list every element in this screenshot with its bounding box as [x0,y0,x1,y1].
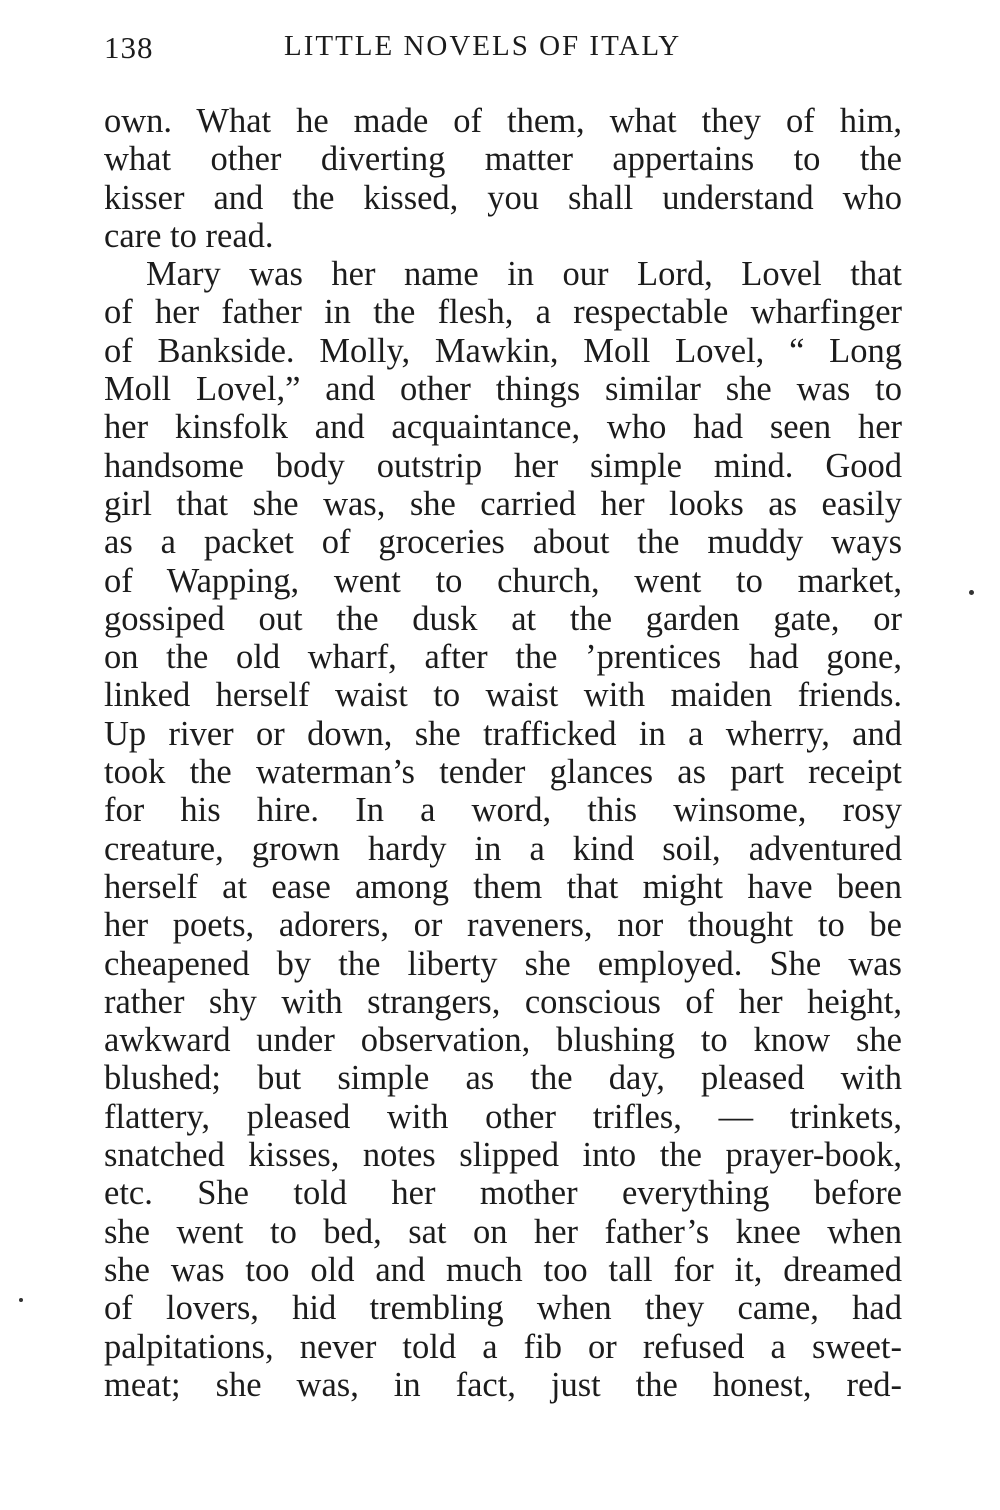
text-line: etc. She told her mother everything before [104,1174,902,1213]
text-line: creature, grown hardy in a kind soil, adventured [104,829,902,868]
text-line: herself at ease among them that might have been [104,867,902,906]
text-line: she was too old and much too tall for it, dreamed [104,1250,902,1289]
text-line: her poets, adorers, or raveners, nor thought to be [104,906,902,945]
text-line: what other diverting matter appertains to the [104,140,902,179]
text-line: flattery, pleased with other trifles, — trinkets, [104,1097,902,1136]
text-line: meat; she was, in fact, just the honest, red- [104,1365,902,1404]
text-line: she went to bed, sat on her father’s knee when [104,1212,902,1251]
text-line: cheapened by the liberty she employed. She was [104,944,902,983]
text-line: took the waterman’s tender glances as part receipt [104,753,902,792]
text-line: gossiped out the dusk at the garden gate, or [104,599,902,638]
text-line: linked herself waist to waist with maiden friends. [104,676,902,715]
ink-speck [19,1298,23,1302]
text-line: rather shy with strangers, conscious of her height, [104,982,902,1021]
text-line: girl that she was, she carried her looks as easily [104,484,902,523]
text-line: of lovers, hid trembling when they came, had [104,1289,902,1328]
text-line: own. What he made of them, what they of him, [104,102,902,140]
text-line: as a packet of groceries about the muddy ways [104,523,902,562]
text-line: palpitations, never told a fib or refused a sweet- [104,1327,902,1366]
text-line: of her father in the flesh, a respectable wharfinger [104,293,902,332]
text-line: of Bankside. Molly, Mawkin, Moll Lovel, “ Long [104,331,902,370]
text-line: awkward under observation, blushing to know she [104,1021,902,1060]
text-line: Moll Lovel,” and other things similar she was to [104,370,902,409]
text-line: snatched kisses, notes slipped into the prayer-book, [104,1136,902,1175]
text-line: for his hire. In a word, this winsome, rosy [104,791,902,830]
page-header [104,30,900,70]
paragraph-start-line: Mary was her name in our Lord, Lovel that [146,255,902,294]
text-line: blushed; but simple as the day, pleased with [104,1059,902,1098]
ink-speck [969,590,974,595]
text-line: handsome body outstrip her simple mind. Good [104,446,902,485]
text-line: her kinsfolk and acquaintance, who had seen her [104,408,902,447]
text-line: care to read. [104,216,274,255]
text-line: Up river or down, she trafficked in a wherry, and [104,714,902,753]
running-title: LITTLE NOVELS OF ITALY [284,30,682,62]
text-line: kisser and the kissed, you shall understand who [104,178,902,217]
page-number: 138 [104,30,154,65]
text-line: on the old wharf, after the ’prentices had gone, [104,638,902,677]
body-text [104,102,902,1404]
text-line: of Wapping, went to church, went to market, [104,561,902,600]
